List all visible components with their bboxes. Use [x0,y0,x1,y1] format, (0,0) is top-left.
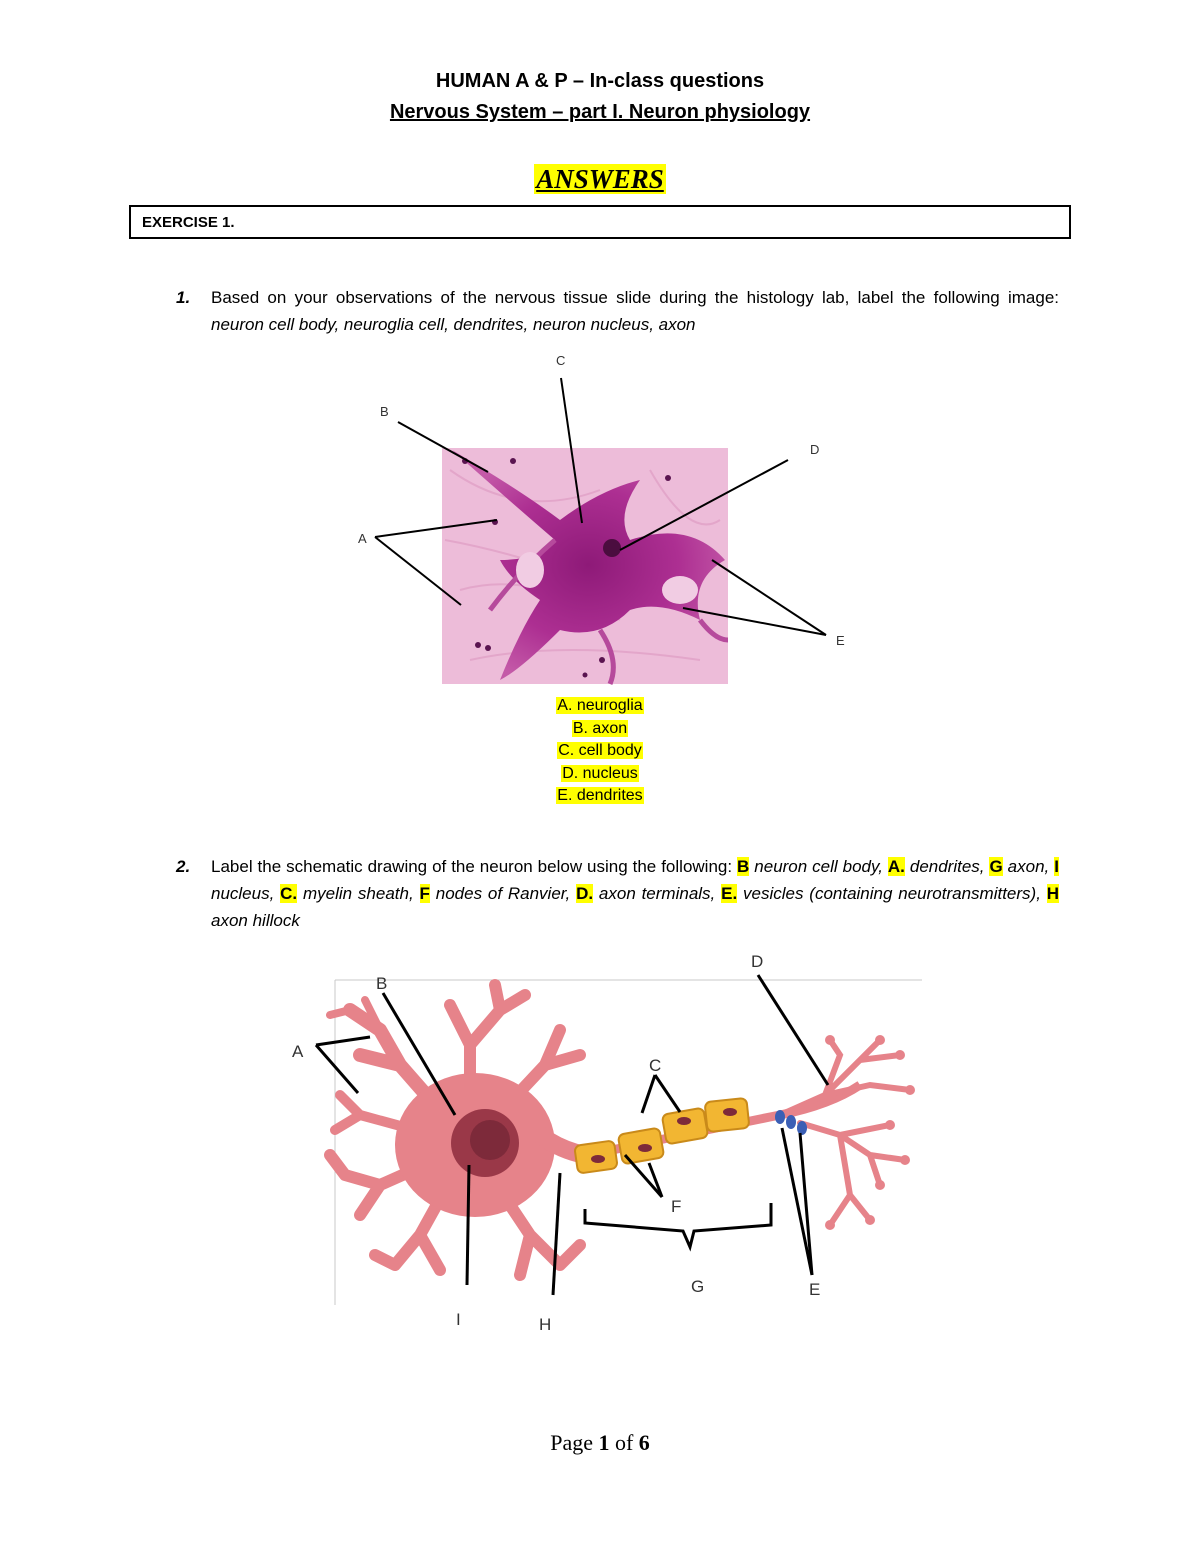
micrograph-image [442,448,728,684]
schematic-label-e: E [809,1280,821,1299]
answer-item [0,785,1200,808]
schematic-label-a: A [292,1042,304,1061]
document-title: HUMAN A & P – In-class questions [435,70,765,92]
q2-letter: E. [721,884,738,903]
question-2-number: 2. [176,857,191,876]
answer-d: D. nucleus [562,764,638,782]
exercise-label: EXERCISE 1. [142,214,235,231]
micrograph-label-b: B [380,404,389,419]
question-1-terms: neuron cell body, neuroglia cell, dendrites, neuron nucleus, axon [211,315,696,334]
micrograph-label-d: D [810,442,820,457]
schematic-label-d: D [751,952,764,971]
schematic-label-g: G [691,1277,705,1296]
schematic-label-f: F [671,1197,682,1216]
q2-term: axon terminals, [598,884,716,903]
answer-c: C. cell body [558,742,642,759]
q2-term: dendrites, [909,857,985,876]
q2-letter: C. [280,884,298,903]
question-1-text [211,284,1059,338]
document-subtitle [0,101,1200,124]
schematic-label-c: C [649,1056,662,1075]
footer-page-number: 1 [598,1430,610,1455]
answers-label: ANSWERS [536,164,664,194]
q2-letter: H [1046,884,1060,903]
neuron-schematic-figure [0,945,1200,1345]
q2-letter: G [989,857,1003,876]
q2-letter: F [419,884,430,903]
micrograph-label-e: E [836,633,845,648]
schematic-label-b: B [376,974,388,993]
q2-term: axon, [1007,857,1050,876]
answer-item [0,763,1200,786]
subtitle-text: Nervous System – part I. Neuron physiology [389,101,811,123]
q2-term: vesicles (containing neurotransmitters), [743,884,1041,903]
micrograph-label-c: C [556,353,566,368]
answer-b: B. axon [572,719,628,737]
q2-letter: B [737,857,750,876]
q2-term: nucleus, [211,884,275,903]
footer-page-total: 6 [638,1430,650,1455]
q2-term: axon hillock [211,911,300,930]
schematic-label-h: H [539,1315,552,1334]
schematic-label-i: I [456,1310,461,1329]
q2-letter: I [1054,857,1059,876]
answer-item [0,740,1200,763]
question-1-prompt: Based on your observations of the nervous tissue slide during the histology lab, label the following image: [211,288,1059,307]
exercise-box [129,205,1071,239]
answer-item [0,718,1200,741]
question-1-answers [0,695,1200,808]
q2-term: nodes of Ranvier, [435,884,571,903]
q2-term: neuron cell body, [754,857,883,876]
q2-letter: D. [576,884,594,903]
answers-heading [0,164,1200,195]
micrograph-figure [0,340,1200,690]
footer-of-word: of [614,1430,634,1455]
q2-letter: A. [887,857,905,876]
q2-term: myelin sheath, [302,884,414,903]
footer-page-word: Page [550,1430,593,1455]
micrograph-label-a: A [358,531,367,546]
answer-item [0,695,1200,718]
question-2-intro: Label the schematic drawing of the neuron below using the following: [211,857,733,876]
neuron-nucleus [451,1109,519,1177]
question-1-number: 1. [176,288,191,307]
question-2-text [211,853,1059,934]
answer-a: A. neuroglia [557,697,643,714]
page-footer [0,1430,1200,1456]
answer-e: E. dendrites [557,787,643,804]
